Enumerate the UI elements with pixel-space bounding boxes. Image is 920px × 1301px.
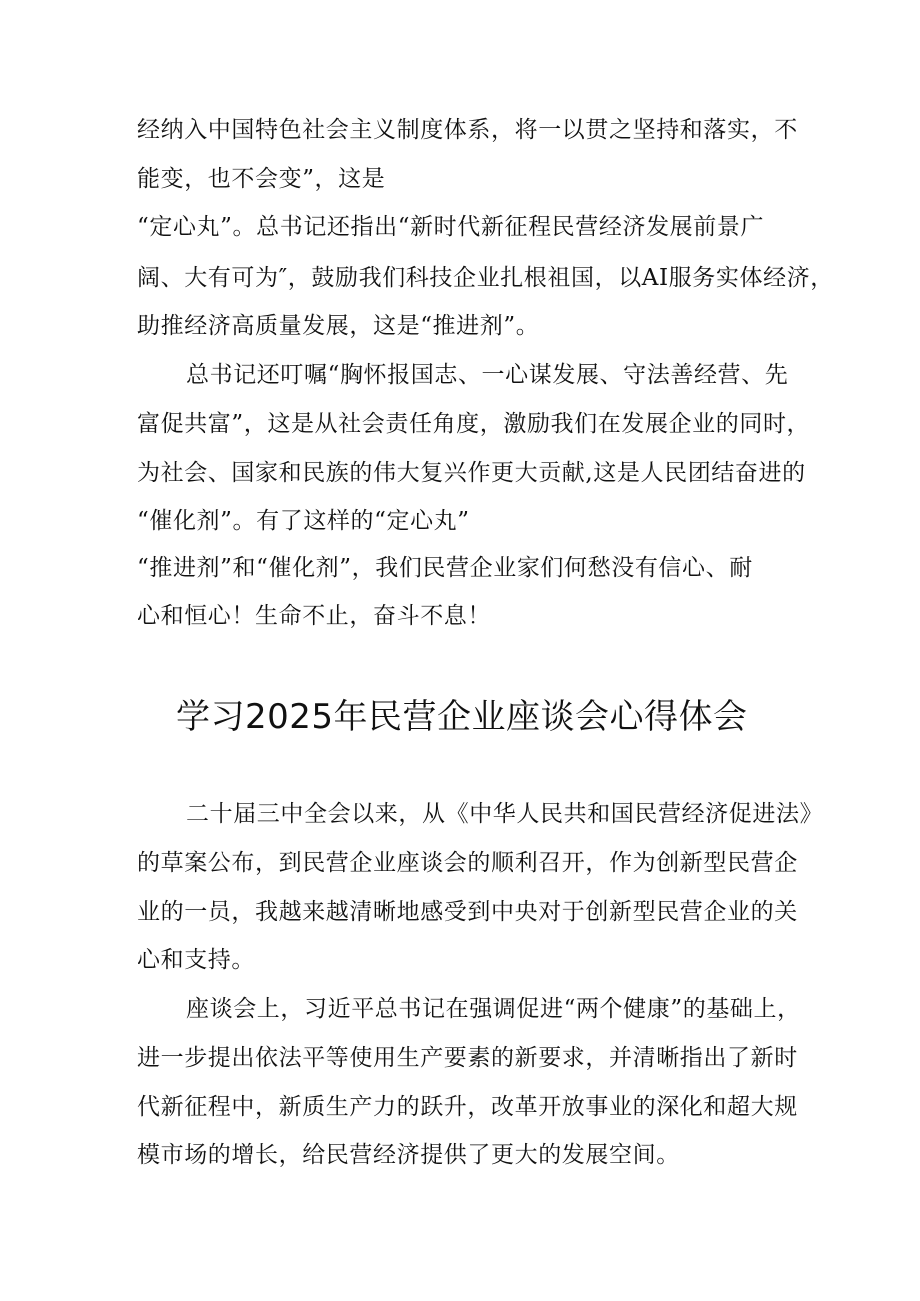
body-text-line: 阔、大有可为″，鼓励我们科技企业扎根祖国，以AI服务实体经济， [137,265,834,291]
body-text-line: 能变，也不会变”，这是 [137,166,386,192]
body-text-line: 心和恒心！生命不止，奋斗不息！ [137,603,491,629]
body-text-line: 座谈会上，习近平总书记在强调促进“两个健康”的基础上， [186,996,801,1022]
body-text-line: “定心丸”。总书记还指出“新时代新征程民营经济发展前景广 [137,214,765,240]
article-title: 学习2025年民营企业座谈会心得体会 [176,697,748,737]
body-text-line: “催化剂”。有了这样的“定心丸” [137,508,470,534]
body-text-line: “推进剂”和“催化剂”，我们民营企业家们何愁没有信心、耐 [137,555,753,581]
body-text-line: 富促共富”，这是从社会责任角度，激励我们在发展企业的同时， [137,411,811,437]
body-text-line: 的草案公布，到民营企业座谈会的顺利召开，作为创新型民营企 [137,850,798,876]
body-text-line: 模市场的增长，给民营经济提供了更大的发展空间。 [137,1142,680,1168]
body-text-line: 为社会、国家和民族的伟大复兴作更大贡献,这是人民团结奋进的 [137,460,806,486]
body-text-line: 进一步提出依法平等使用生产要素的新要求，并清晰指出了新时 [137,1045,798,1071]
body-text-line: 代新征程中，新质生产力的跃升，改革开放事业的深化和超大规 [137,1094,798,1120]
body-text-line: 助推经济高质量发展，这是“推进剂”。 [137,313,540,339]
body-text-line: 业的一员，我越来越清晰地感受到中央对于创新型民营企业的关 [137,899,798,925]
body-text-line: 心和支持。 [137,947,255,973]
body-text-line: 二十届三中全会以来，从《中华人民共和国民营经济促进法》 [186,801,824,827]
body-text-line: 经纳入中国特色社会主义制度体系，将一以贯之坚持和落实，不 [137,117,798,143]
body-text-line: 总书记还叮嘱“胸怀报国志、一心谋发展、守法善经营、先 [186,362,789,388]
